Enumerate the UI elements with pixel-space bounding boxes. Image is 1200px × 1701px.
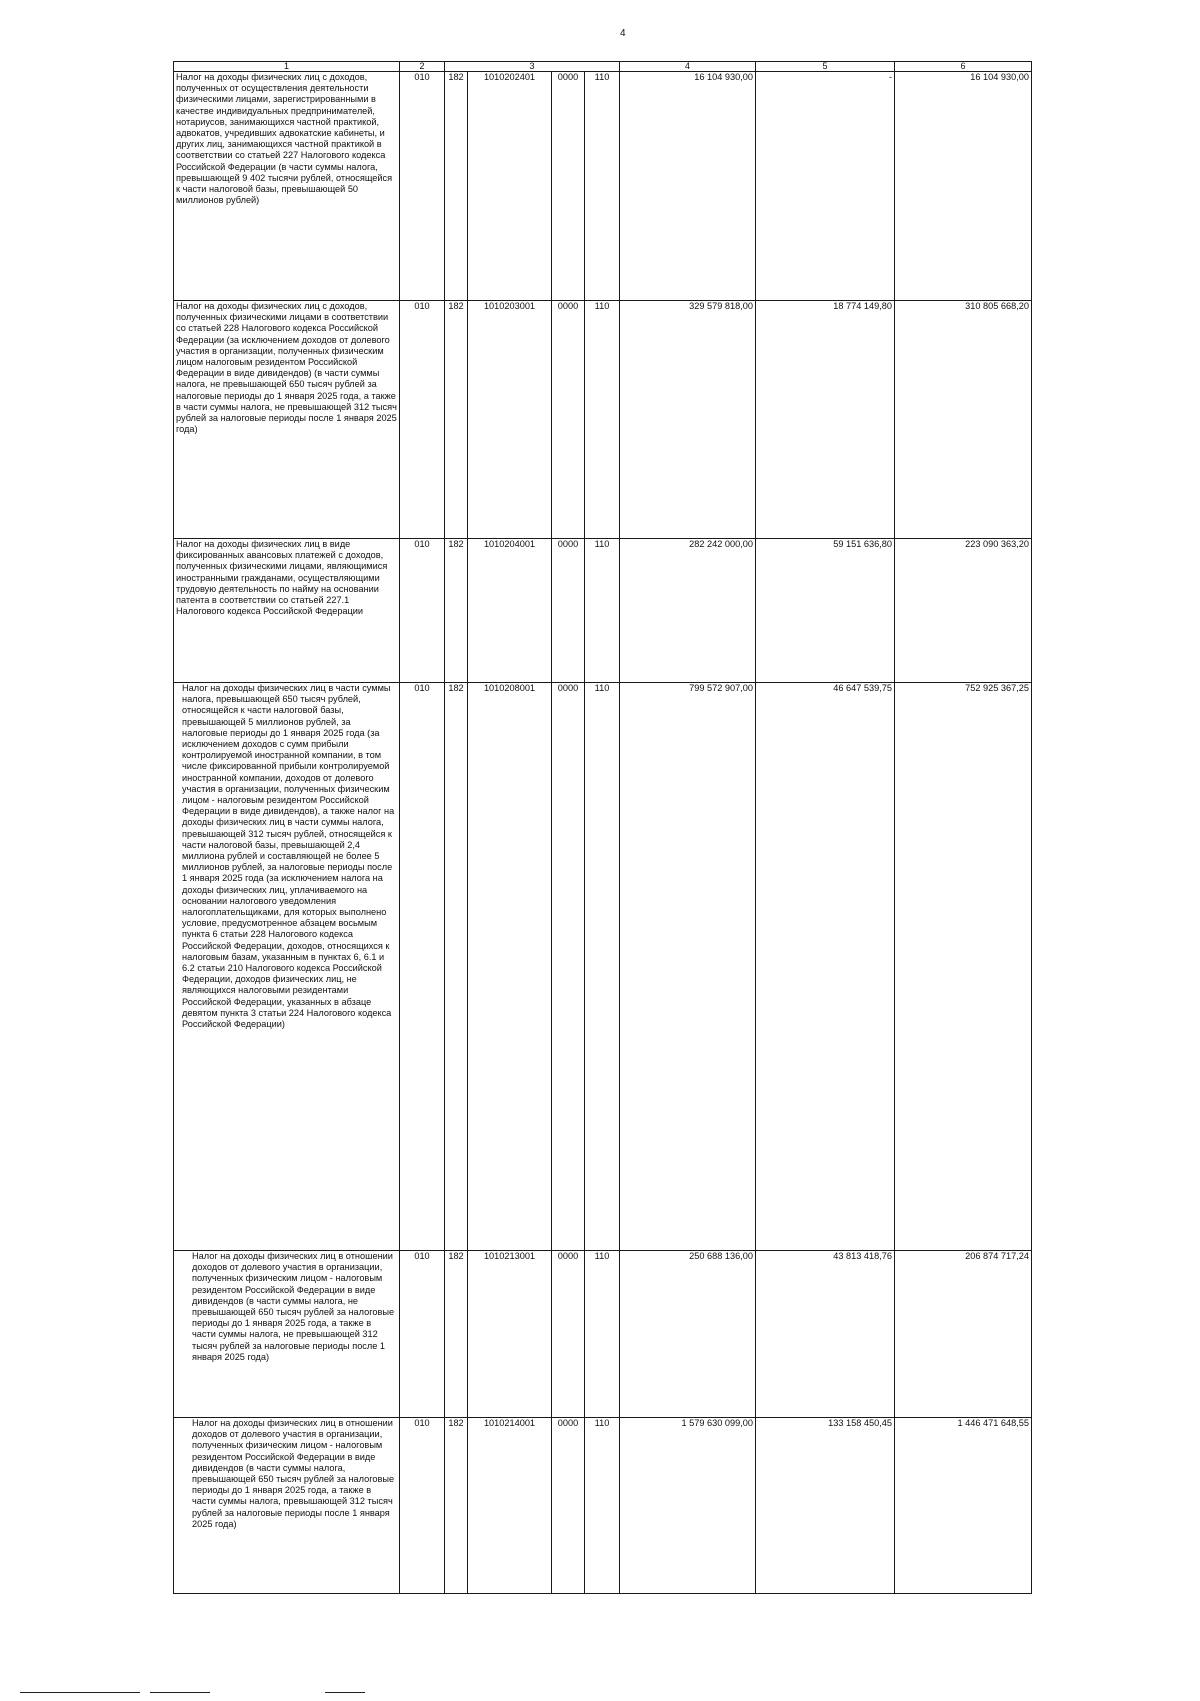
amount-col4: 16 104 930,00 xyxy=(620,72,756,301)
code-part-b: 1010203001 xyxy=(468,301,552,539)
column-header-6: 6 xyxy=(895,62,1032,72)
amount-col5: - xyxy=(756,72,895,301)
code-part-a: 182 xyxy=(445,72,468,301)
code-part-b: 1010204001 xyxy=(468,539,552,683)
budget-table xyxy=(173,61,1032,1594)
scan-mark xyxy=(150,1692,210,1693)
scan-mark xyxy=(20,1692,140,1693)
column-header-5: 5 xyxy=(756,62,895,72)
amount-col6: 310 805 668,20 xyxy=(895,301,1032,539)
amount-col6: 752 925 367,25 xyxy=(895,683,1032,1251)
code-part-d: 110 xyxy=(585,72,620,301)
page-number: 4 xyxy=(620,28,626,39)
row-name: Налог на доходы физических лиц с доходов, полученных от осуществления деятельности физическими лицами, зарегистрированными в качестве индивидуальных предпринимателей, нотариусов, занимающихся частной практикой, адвокатов, учредивших адвокатские кабинеты, и других лиц, занимающихся частной практикой в соответствии со статьей 227 Налогового кодекса Российской Федерации (в части суммы налога, превышающей 9 402 тысячи рублей, относящейся к части налоговой базы, превышающей 50 миллионов рублей) xyxy=(174,72,400,301)
amount-col6: 223 090 363,20 xyxy=(895,539,1032,683)
amount-col5: 46 647 539,75 xyxy=(756,683,895,1251)
code-part-d: 110 xyxy=(585,1418,620,1594)
row-name: Налог на доходы физических лиц в отношении доходов от долевого участия в организации, полученных физическим лицом - налоговым резидентом Российской Федерации в виде дивидендов (в части суммы налога, превышающей 650 тысяч рублей за налоговые периоды до 1 января 2025 года, а также в части суммы налога, превышающей 312 тысяч рублей за налоговые периоды после 1 января 2025 года) xyxy=(174,1418,400,1594)
table-row xyxy=(174,539,1032,683)
admin-code: 010 xyxy=(400,683,445,1251)
code-part-c: 0000 xyxy=(552,72,585,301)
amount-col4: 799 572 907,00 xyxy=(620,683,756,1251)
amount-col6: 16 104 930,00 xyxy=(895,72,1032,301)
code-part-c: 0000 xyxy=(552,683,585,1251)
amount-col4: 1 579 630 099,00 xyxy=(620,1418,756,1594)
row-name: Налог на доходы физических лиц в части суммы налога, превышающей 650 тысяч рублей, относящейся к части налоговой базы, превышающей 5 миллионов рублей, за налоговые периоды до 1 января 2025 года (за исключением доходов с сумм прибыли контролируемой иностранной компании, в том числе фиксированной прибыли контролируемой иностранной компании, доходов от долевого участия в организации, полученных физическим лицом - налоговым резидентом Российской Федерации в виде дивидендов), а также налог на доходы физических лиц в части суммы налога, превышающей 312 тысяч рублей, относящейся к части налоговой базы, превышающей 2,4 миллиона рублей и составляющей не более 5 миллионов рублей, за налоговые периоды после 1 января 2025 года (за исключением налога на доходы физических лиц, уплачиваемого на основании налогового уведомления налогоплательщиками, для которых выполнено условие, предусмотренное абзацем восьмым пункта 6 статьи 228 Налогового кодекса Российской Федерации, доходов, относящихся к налоговым базам, указанным в пунктах 6, 6.1 и 6.2 статьи 210 Налогового кодекса Российской Федерации, доходов физических лиц, не являющихся налоговыми резидентами Российской Федерации, указанных в абзаце девятом пункта 3 статьи 224 Налогового кодекса Российской Федерации) xyxy=(174,683,400,1251)
code-part-d: 110 xyxy=(585,1251,620,1418)
code-part-a: 182 xyxy=(445,1251,468,1418)
row-name: Налог на доходы физических лиц в виде фиксированных авансовых платежей с доходов, полученных физическими лицами, являющимися иностранными гражданами, осуществляющими трудовую деятельность по найму на основании патента в соответствии со статьей 227.1 Налогового кодекса Российской Федерации xyxy=(174,539,400,683)
code-part-a: 182 xyxy=(445,301,468,539)
code-part-b: 1010208001 xyxy=(468,683,552,1251)
code-part-b: 1010213001 xyxy=(468,1251,552,1418)
code-part-a: 182 xyxy=(445,1418,468,1594)
amount-col6: 1 446 471 648,55 xyxy=(895,1418,1032,1594)
admin-code: 010 xyxy=(400,72,445,301)
column-header-3: 3 xyxy=(445,62,620,72)
row-name: Налог на доходы физических лиц в отношении доходов от долевого участия в организации, полученных физическим лицом - налоговым резидентом Российской Федерации в виде дивидендов (в части суммы налога, не превышающей 650 тысяч рублей за налоговые периоды до 1 января 2025 года, а также в части суммы налога, не превышающей 312 тысяч рублей за налоговые периоды после 1 января 2025 года) xyxy=(174,1251,400,1418)
code-part-d: 110 xyxy=(585,683,620,1251)
code-part-b: 1010202401 xyxy=(468,72,552,301)
amount-col4: 329 579 818,00 xyxy=(620,301,756,539)
scan-mark xyxy=(325,1692,365,1693)
code-part-a: 182 xyxy=(445,683,468,1251)
amount-col5: 59 151 636,80 xyxy=(756,539,895,683)
table-row xyxy=(174,301,1032,539)
admin-code: 010 xyxy=(400,1251,445,1418)
row-name: Налог на доходы физических лиц с доходов, полученных физическими лицами в соответствии со статьей 228 Налогового кодекса Российской Федерации (за исключением доходов от долевого участия в организации, полученных физическим лицом налоговым резидентом Российской Федерации в виде дивидендов) (в части суммы налога, не превышающей 650 тысяч рублей за налоговые периоды до 1 января 2025 года, а также в части суммы налога, не превышающей 312 тысяч рублей за налоговые периоды после 1 января 2025 года) xyxy=(174,301,400,539)
code-part-c: 0000 xyxy=(552,539,585,683)
code-part-c: 0000 xyxy=(552,301,585,539)
code-part-b: 1010214001 xyxy=(468,1418,552,1594)
table-row xyxy=(174,72,1032,301)
column-header-2: 2 xyxy=(400,62,445,72)
admin-code: 010 xyxy=(400,301,445,539)
table-row xyxy=(174,1251,1032,1418)
amount-col4: 250 688 136,00 xyxy=(620,1251,756,1418)
column-header-4: 4 xyxy=(620,62,756,72)
amount-col5: 133 158 450,45 xyxy=(756,1418,895,1594)
code-part-c: 0000 xyxy=(552,1251,585,1418)
header-row xyxy=(174,62,1032,72)
code-part-a: 182 xyxy=(445,539,468,683)
amount-col5: 18 774 149,80 xyxy=(756,301,895,539)
amount-col6: 206 874 717,24 xyxy=(895,1251,1032,1418)
table-row xyxy=(174,1418,1032,1594)
code-part-c: 0000 xyxy=(552,1418,585,1594)
admin-code: 010 xyxy=(400,539,445,683)
code-part-d: 110 xyxy=(585,301,620,539)
table-row xyxy=(174,683,1032,1251)
admin-code: 010 xyxy=(400,1418,445,1594)
amount-col5: 43 813 418,76 xyxy=(756,1251,895,1418)
column-header-1: 1 xyxy=(174,62,400,72)
code-part-d: 110 xyxy=(585,539,620,683)
amount-col4: 282 242 000,00 xyxy=(620,539,756,683)
